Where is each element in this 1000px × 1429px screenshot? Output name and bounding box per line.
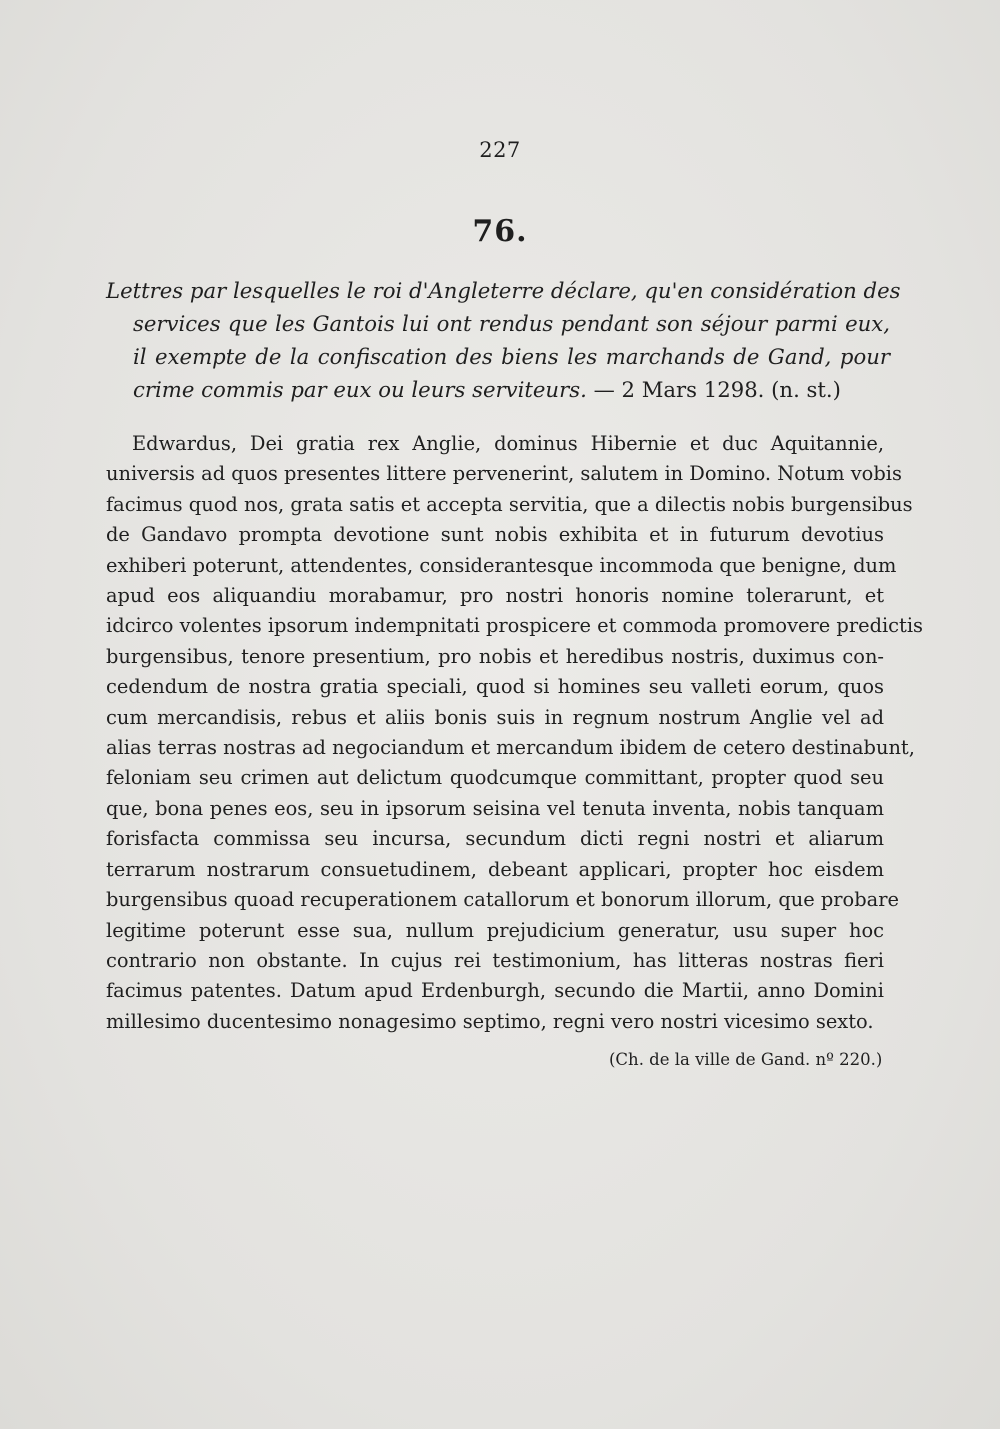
text-line: burgensibus quoad recuperationem catallorum et bonorum illorum, que probare [106, 888, 899, 912]
text-line: que, bona penes eos, seu in ipsorum seisina vel tenuta inventa, nobis tanquam [106, 796, 884, 820]
document-heading [106, 274, 901, 406]
text-line: exhiberi poterunt, attendentes, considerantesque incommoda que benigne, dum [106, 553, 897, 577]
page-number: 227 [479, 138, 521, 162]
charter-text [106, 429, 923, 1037]
text-line: facimus patentes. Datum apud Erdenburgh, secundo die Martii, anno Domini [106, 979, 884, 1003]
heading-date: — 2 Mars 1298. (n. st.) [593, 377, 841, 402]
text-line: feloniam seu crimen aut delictum quodcumque committant, propter quod seu [106, 766, 884, 790]
text-line: facimus quod nos, grata satis et accepta servitia, que a dilectis nobis burgensibus [106, 492, 913, 516]
heading-line: crime commis par eux ou leurs serviteurs. [133, 377, 587, 402]
text-line: apud eos aliquandiu morabamur, pro nostri honoris nomine tolerarunt, et [106, 584, 884, 608]
text-line: millesimo ducentesimo nonagesimo septimo, regni vero nostri vicesimo sexto. [106, 1009, 874, 1033]
heading-line: services que les Gantois lui ont rendus pendant son séjour parmi eux, [133, 311, 890, 336]
text-line: idcirco volentes ipsorum indempnitati prospicere et commoda promovere predictis [106, 614, 923, 638]
text-line: terrarum nostrarum consuetudinem, debeant applicari, propter hoc eisdem [106, 857, 884, 881]
text-line: universis ad quos presentes littere pervenerint, salutem in Domino. Notum vobis [106, 462, 902, 486]
text-line: contrario non obstante. In cujus rei testimonium, has litteras nostras fieri [106, 948, 884, 972]
heading-line: il exempte de la confiscation des biens les marchands de Gand, pour [133, 344, 890, 369]
source-citation: (Ch. de la ville de Gand. nº 220.) [609, 1050, 883, 1069]
text-line: alias terras nostras ad negociandum et mercandum ibidem de cetero destinabunt, [106, 736, 915, 760]
text-line: burgensibus, tenore presentium, pro nobis et heredibus nostris, duximus con- [106, 644, 884, 668]
text-line: de Gandavo prompta devotione sunt nobis exhibita et in futurum devotius [106, 523, 884, 547]
text-line: cum mercandisis, rebus et aliis bonis suis in regnum nostrum Anglie vel ad [106, 705, 884, 729]
document-number: 76. [472, 214, 528, 249]
text-line: legitime poterunt esse sua, nullum prejudicium generatur, usu super hoc [106, 918, 884, 942]
text-line: cedendum de nostra gratia speciali, quod si homines seu valleti eorum, quos [106, 675, 884, 699]
text-line: Edwardus, Dei gratia rex Anglie, dominus Hibernie et duc Aquitannie, [132, 432, 884, 455]
heading-line-last [106, 373, 890, 406]
heading-line: Lettres par lesquelles le roi d'Angleterre déclare, qu'en considération des [106, 278, 901, 303]
text-line: forisfacta commissa seu incursa, secundum dicti regni nostri et aliarum [106, 827, 884, 851]
